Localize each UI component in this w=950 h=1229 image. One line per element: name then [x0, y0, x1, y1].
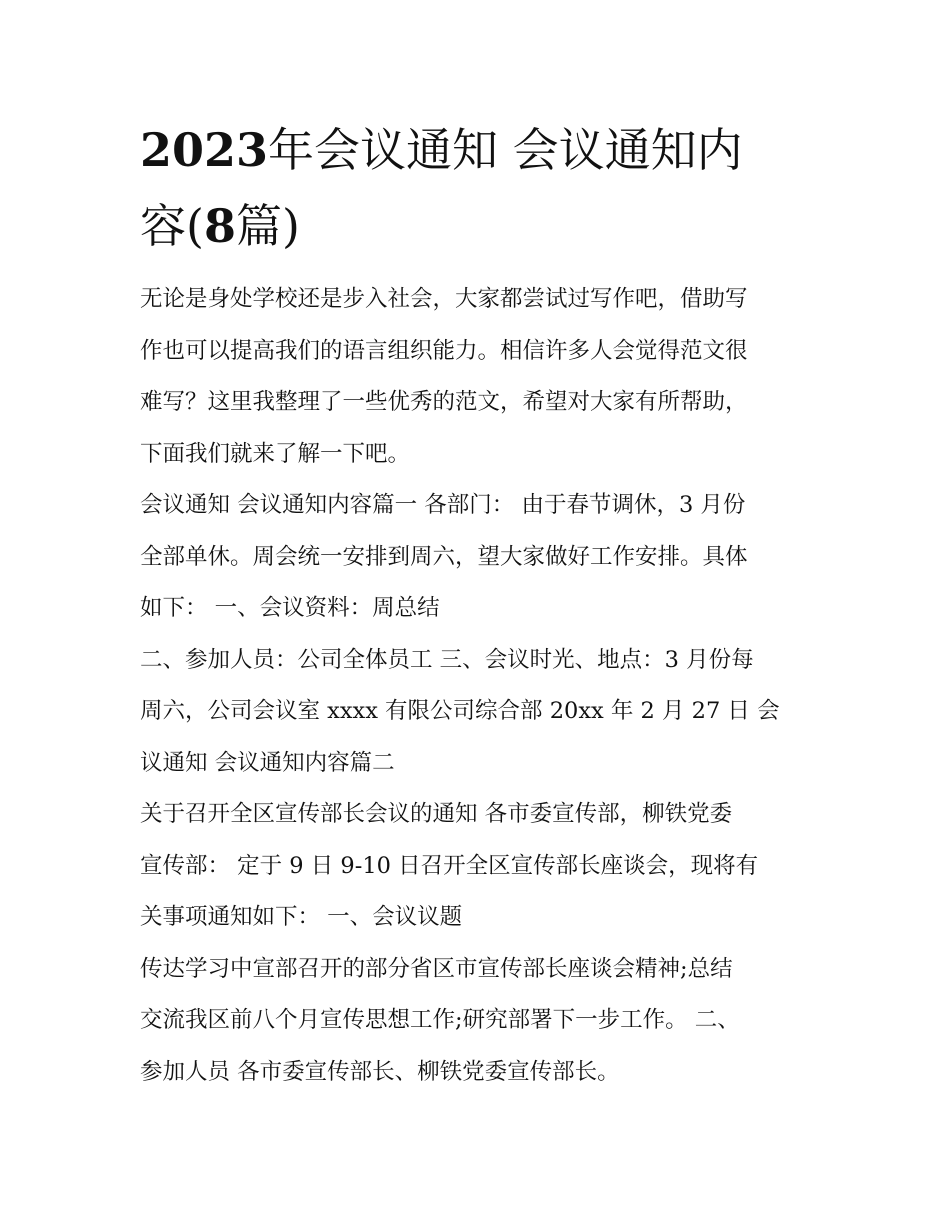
- paragraph-notice-one-details: [140, 635, 820, 790]
- text-line: 作也可以提高我们的语言组织能力。相信许多人会觉得范文很: [140, 337, 748, 364]
- text-line: 议通知 会议通知内容篇二: [140, 749, 395, 776]
- text-line: 无论是身处学校还是步入社会，大家都尝试过写作吧，借助写: [140, 286, 748, 312]
- text-line: 下面我们就来了解一下吧。: [140, 440, 411, 467]
- text-line: 交流我区前八个月宣传思想工作;研究部署下一步工作。 二、: [140, 1007, 740, 1033]
- paragraph-notice-one: [140, 480, 820, 635]
- document-title: [140, 112, 820, 264]
- title-text: 容(: [140, 199, 204, 253]
- title-year: 2023: [140, 123, 269, 177]
- paragraph-notice-two: [140, 789, 820, 944]
- text-line: 关事项通知如下： 一、会议议题: [140, 904, 463, 930]
- text-line: 参加人员 各市委宣传部长、柳铁党委宣传部长。: [140, 1058, 620, 1085]
- text-line: 传达学习中宣部召开的部分省区市宣传部长座谈会精神;总结: [140, 955, 733, 982]
- text-line: 难写？这里我整理了一些优秀的范文，希望对大家有所帮助，: [140, 389, 748, 415]
- title-text: 年会议通知 会议通知内: [268, 123, 743, 177]
- text-line: 如下： 一、会议资料：周总结: [140, 595, 440, 621]
- title-line: [140, 112, 820, 188]
- text-line: 全部单休。周会统一安排到周六，望大家做好工作安排。具体: [140, 543, 748, 570]
- title-text: 篇): [235, 199, 300, 253]
- paragraph-intro: [140, 274, 820, 480]
- text-line: 会议通知 会议通知内容篇一 各部门： 由于春节调休，3 月份: [140, 492, 746, 518]
- document-body: [140, 274, 820, 1098]
- text-line: 二、参加人员：公司全体员工 三、会议时光、地点：3 月份每: [140, 646, 754, 673]
- title-count: 8: [203, 199, 236, 253]
- text-line: 周六，公司会议室 xxxx 有限公司综合部 20xx 年 2 月 27 日 会: [140, 698, 780, 724]
- paragraph-notice-two-details: [140, 944, 820, 1099]
- text-line: 宣传部： 定于 9 日 9-10 日召开全区宣传部长座谈会，现将有: [140, 852, 759, 879]
- title-line: [140, 188, 820, 264]
- text-line: 关于召开全区宣传部长会议的通知 各市委宣传部，柳铁党委: [140, 801, 733, 827]
